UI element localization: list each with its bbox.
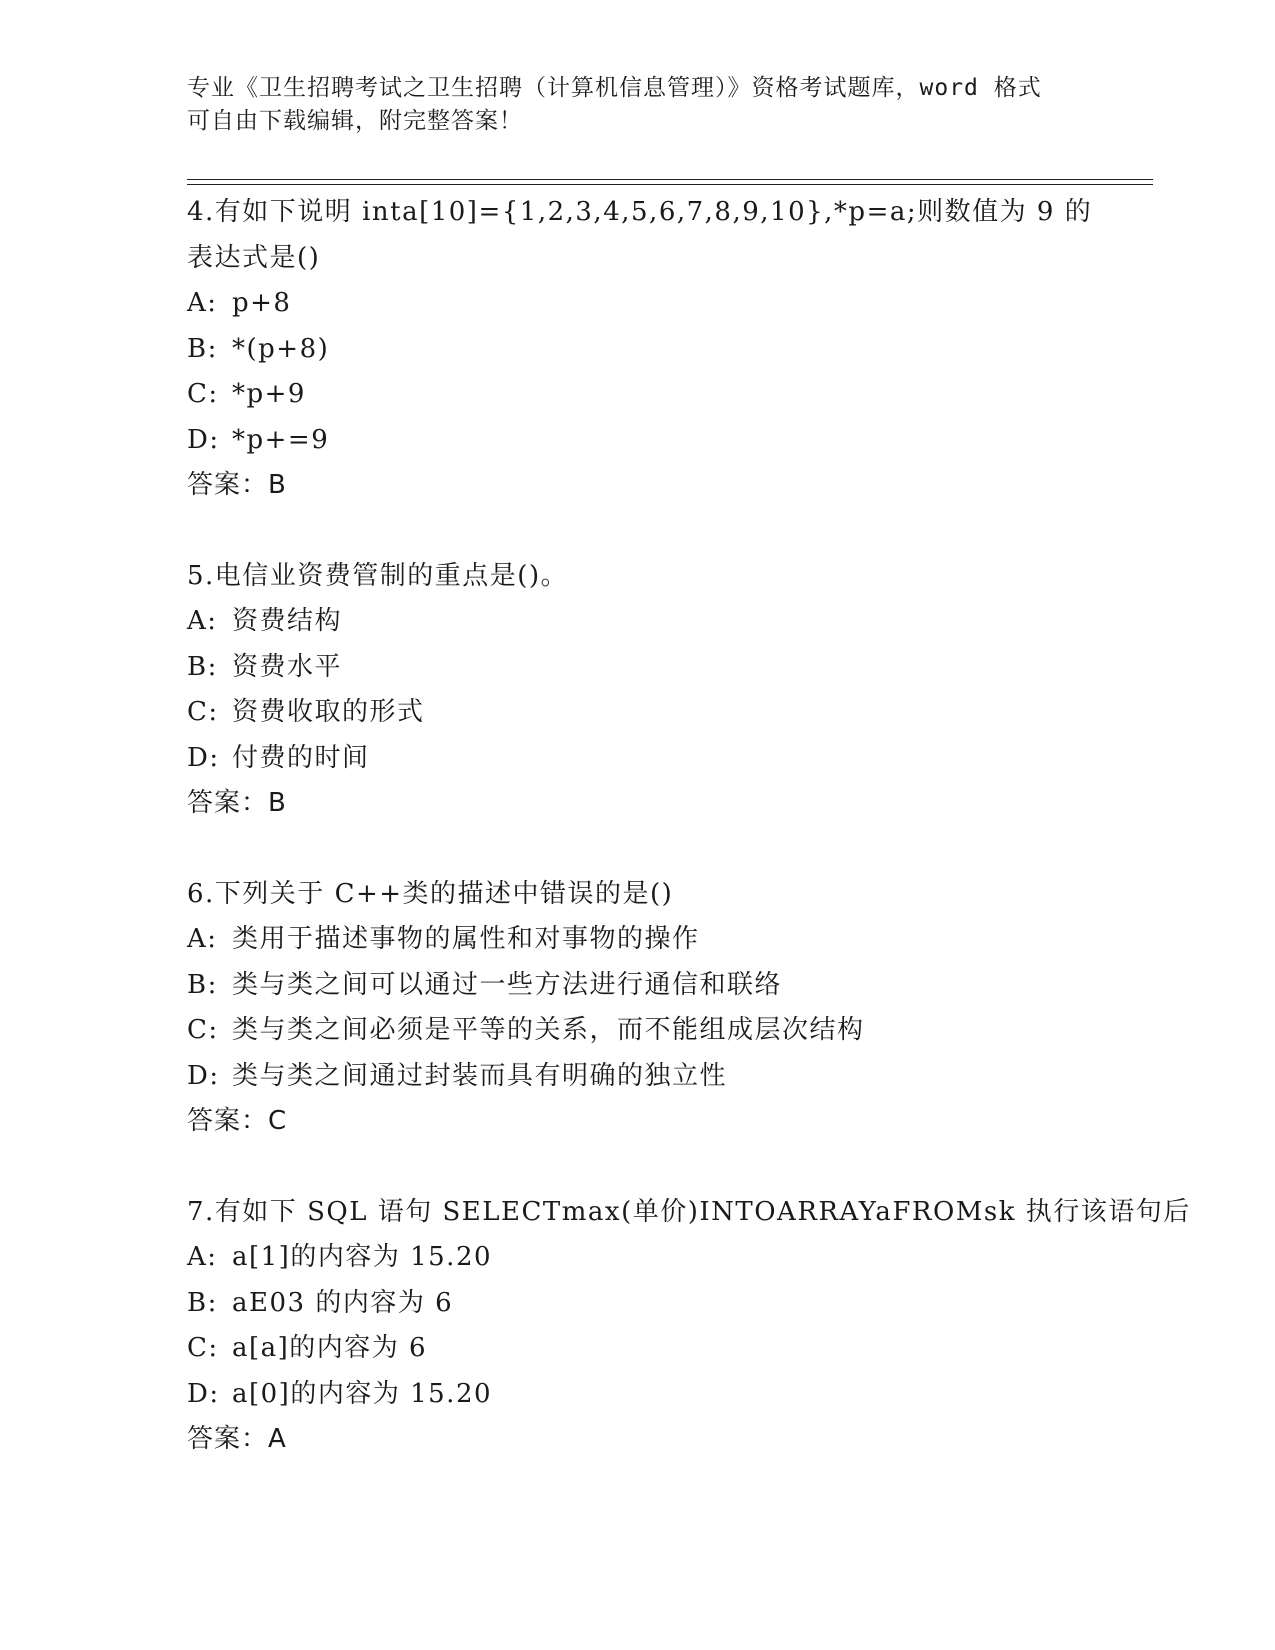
option-text: a[a]的内容为 6 <box>232 1333 428 1363</box>
option-text: aE03 的内容为 6 <box>232 1287 454 1318</box>
option-b <box>187 963 1127 1009</box>
option-text: *(p+8) <box>232 333 330 364</box>
option-key: A: <box>187 288 218 318</box>
option-d <box>187 736 1127 782</box>
option-text: 类与类之间可以通过一些方法进行通信和联络 <box>232 969 783 1000</box>
question-stem-line: 5.电信业资费管制的重点是()。 <box>187 560 569 591</box>
answer-label: 答案：B <box>187 470 287 500</box>
question-stem-line: 4.有如下说明 inta[10]={1,2,3,4,5,6,7,8,9,10},*p=a;则数值为 9 的 <box>187 197 1093 227</box>
option-text: 类与类之间必须是平等的关系，而不能组成层次结构 <box>232 1015 865 1045</box>
option-b <box>187 327 1127 373</box>
question-list <box>187 190 1191 1463</box>
option-key: C: <box>187 379 219 409</box>
document-header <box>187 72 1087 138</box>
option-key: D: <box>187 1060 220 1091</box>
option-key: B: <box>187 333 218 364</box>
option-d <box>187 418 1127 464</box>
option-key: C: <box>187 1015 219 1045</box>
option-key: A: <box>187 606 218 636</box>
option-key: C: <box>187 1333 219 1363</box>
option-text: *p+9 <box>232 379 306 409</box>
option-d <box>187 1372 1127 1418</box>
option-c <box>187 1008 1127 1054</box>
option-key: D: <box>187 1378 220 1409</box>
option-b <box>187 645 1127 691</box>
option-c <box>187 690 1127 736</box>
question-stem-line: 表达式是() <box>187 242 321 273</box>
option-key: D: <box>187 424 220 455</box>
option-text: 资费水平 <box>232 651 343 682</box>
option-text: 资费结构 <box>232 606 343 636</box>
option-d <box>187 1054 1127 1100</box>
option-c <box>187 1326 1127 1372</box>
option-a <box>187 1235 1127 1281</box>
option-key: D: <box>187 742 220 773</box>
option-c <box>187 372 1127 418</box>
header-divider-top <box>187 179 1153 180</box>
question-6 <box>187 872 1127 1145</box>
question-7 <box>187 1190 1191 1463</box>
option-text: a[1]的内容为 15.20 <box>232 1242 493 1272</box>
option-key: A: <box>187 924 218 954</box>
question-stem-line: 7.有如下 SQL 语句 SELECTmax(单价)INTOARRAYaFROMsk 执行该语句后 <box>187 1196 1191 1227</box>
spacer <box>187 509 1127 554</box>
header-divider-bottom <box>187 184 1153 185</box>
answer-label: 答案：A <box>187 1424 287 1454</box>
option-text: *p+=9 <box>232 424 330 455</box>
option-text: a[0]的内容为 15.20 <box>232 1378 493 1409</box>
option-key: B: <box>187 651 218 682</box>
option-key: A: <box>187 1242 218 1272</box>
option-a <box>187 599 1127 645</box>
option-text: 类与类之间通过封装而具有明确的独立性 <box>232 1060 728 1091</box>
option-key: B: <box>187 969 218 1000</box>
option-text: 付费的时间 <box>232 742 370 773</box>
spacer <box>187 1145 1127 1190</box>
header-line-2: 可自由下载编辑，附完整答案！ <box>187 108 523 134</box>
option-key: C: <box>187 697 219 727</box>
answer-label: 答案：B <box>187 788 287 818</box>
question-4 <box>187 190 1127 509</box>
question-stem-line: 6.下列关于 C++类的描述中错误的是() <box>187 878 674 909</box>
answer-label: 答案：C <box>187 1106 288 1136</box>
option-text: 资费收取的形式 <box>232 697 425 727</box>
option-text: p+8 <box>232 288 292 318</box>
question-5 <box>187 554 1127 827</box>
option-a <box>187 281 1127 327</box>
header-line-1: 专业《卫生招聘考试之卫生招聘（计算机信息管理）》资格考试题库，word 格式 <box>187 75 1042 101</box>
spacer <box>187 827 1127 872</box>
option-b <box>187 1281 1127 1327</box>
option-text: 类用于描述事物的属性和对事物的操作 <box>232 924 700 954</box>
option-a <box>187 917 1127 963</box>
option-key: B: <box>187 1287 218 1318</box>
